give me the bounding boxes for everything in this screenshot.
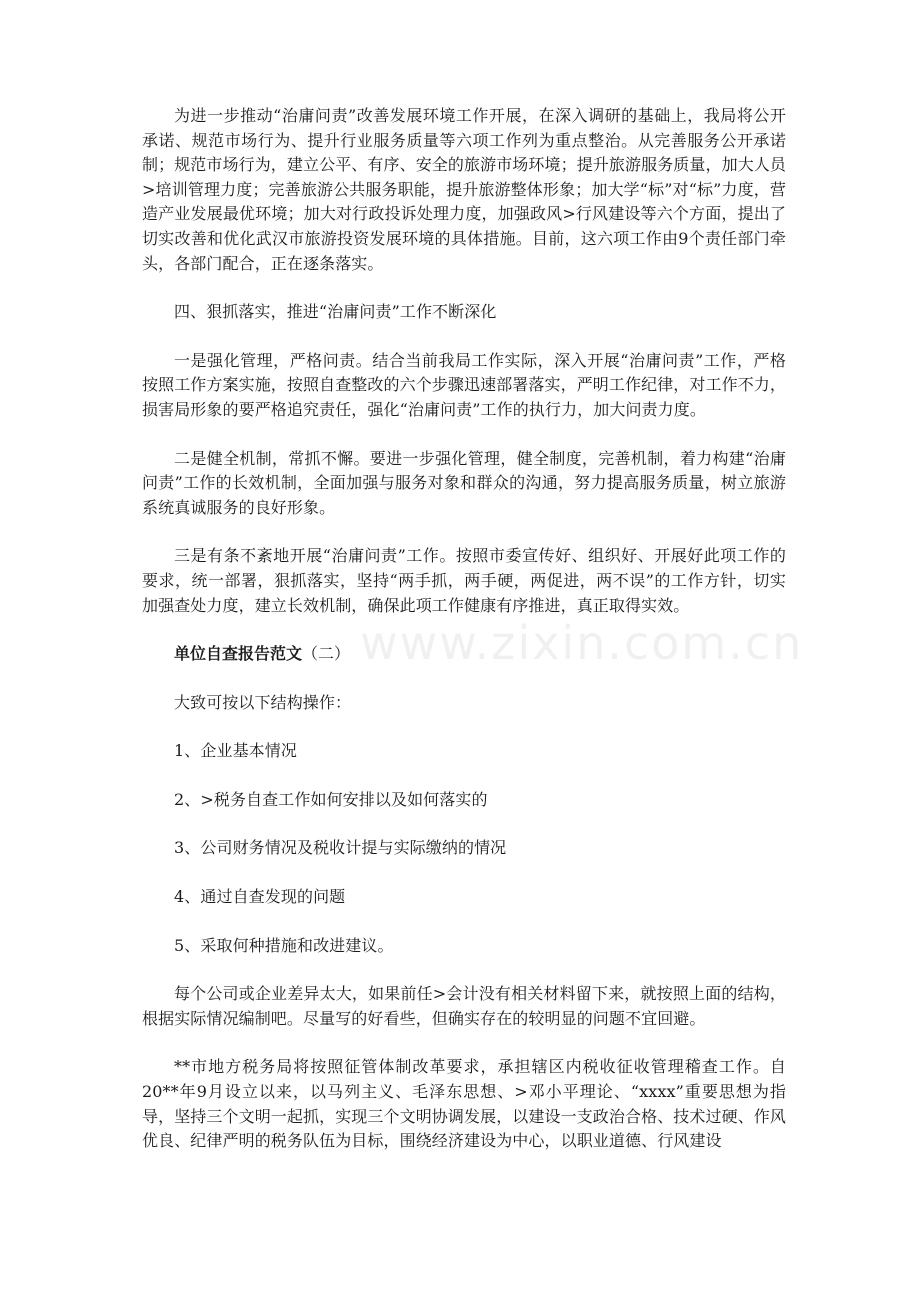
paragraph-tax-bureau: **市地方税务局将按照征管体制改革要求，承担辖区内税收征收管理稽查工作。自20**年9月设立以来，以马列主义、毛泽东思想、>邓小平理论、“xxxx”重要思想为指导，坚持三个文明一起抓，实现三个文明协调发展，以建设一支政治合格、技术过硬、作风优良、纪律严明的税务队伍为目标，围绕经济建设为中心，以职业道德、行风建设 bbox=[142, 1057, 787, 1151]
section-heading-suffix: （二） bbox=[302, 644, 351, 664]
list-item-1: 1、企业基本情况 bbox=[174, 741, 297, 761]
list-item-4: 4、通过自查发现的问题 bbox=[174, 887, 346, 907]
list-item-2: 2、>税务自查工作如何安排以及如何落实的 bbox=[174, 789, 488, 809]
paragraph-intro: 为进一步推动“治庸问责”改善发展环境工作开展，在深入调研的基础上，我局将公开承诺、规范市场行为、提升行业服务质量等六项工作列为重点整治。从完善服务公开承诺制；规范市场行为，建立公平、有序、安全的旅游市场环境；提升旅游服务质量，加大人员>培训管理力度；完善旅游公共服务职能，提升旅游整体形象；加大学“标”对“标”力度，营造产业发展最优环境；加大对行政投诉处理力度，加强政风>行风建设等六个方面，提出了切实改善和优化武汉市旅游投资发展环境的具体措施。目前，这六项工作由9个责任部门牵头，各部门配合，正在逐条落实。 bbox=[142, 106, 787, 273]
paragraph-management: 一是强化管理，严格问责。结合当前我局工作实际，深入开展“治庸问责”工作，严格按照工作方案实施，按照自查整改的六个步骤迅速部署落实，严明工作纪律，对工作不力，损害局形象的要严格追究责任，强化“治庸问责”工作的执行力，加大问责力度。 bbox=[142, 350, 787, 419]
list-item-5: 5、采取何种措施和改进建议。 bbox=[174, 935, 394, 955]
section-heading bbox=[142, 642, 786, 667]
watermark: www.zixin.com.cn bbox=[360, 616, 804, 670]
paragraph-mechanism: 二是健全机制，常抓不懈。要进一步强化管理，健全制度，完善机制，着力构建“治庸问责”工作的长效机制，全面加强与服务对象和群众的沟通，努力提高服务质量，树立旅游系统真诚服务的良好形象。 bbox=[142, 448, 786, 517]
paragraph-orderly: 三是有条不紊地开展“治庸问责”工作。按照市委宣传好、组织好、开展好此项工作的要求，统一部署，狠抓落实，坚持“两手抓，两手硬，两促进，两不误”的工作方针，切实加强查处力度，建立长效机制，确保此项工作健康有序推进，真正取得实效。 bbox=[142, 546, 786, 615]
paragraph-advice: 每个公司或企业差异太大，如果前任>会计没有相关材料留下来，就按照上面的结构，根据实际情况编制吧。尽量写的好看些，但确实存在的较明显的问题不宜回避。 bbox=[142, 984, 786, 1028]
structure-intro: 大致可按以下结构操作： bbox=[174, 692, 352, 712]
section-four-title: 四、狠抓落实，推进“治庸问责”工作不断深化 bbox=[174, 302, 497, 322]
list-item-3: 3、公司财务情况及税收计提与实际缴纳的情况 bbox=[174, 838, 507, 858]
document-body bbox=[142, 104, 786, 1154]
section-heading-main: 单位自查报告范文 bbox=[174, 644, 303, 664]
